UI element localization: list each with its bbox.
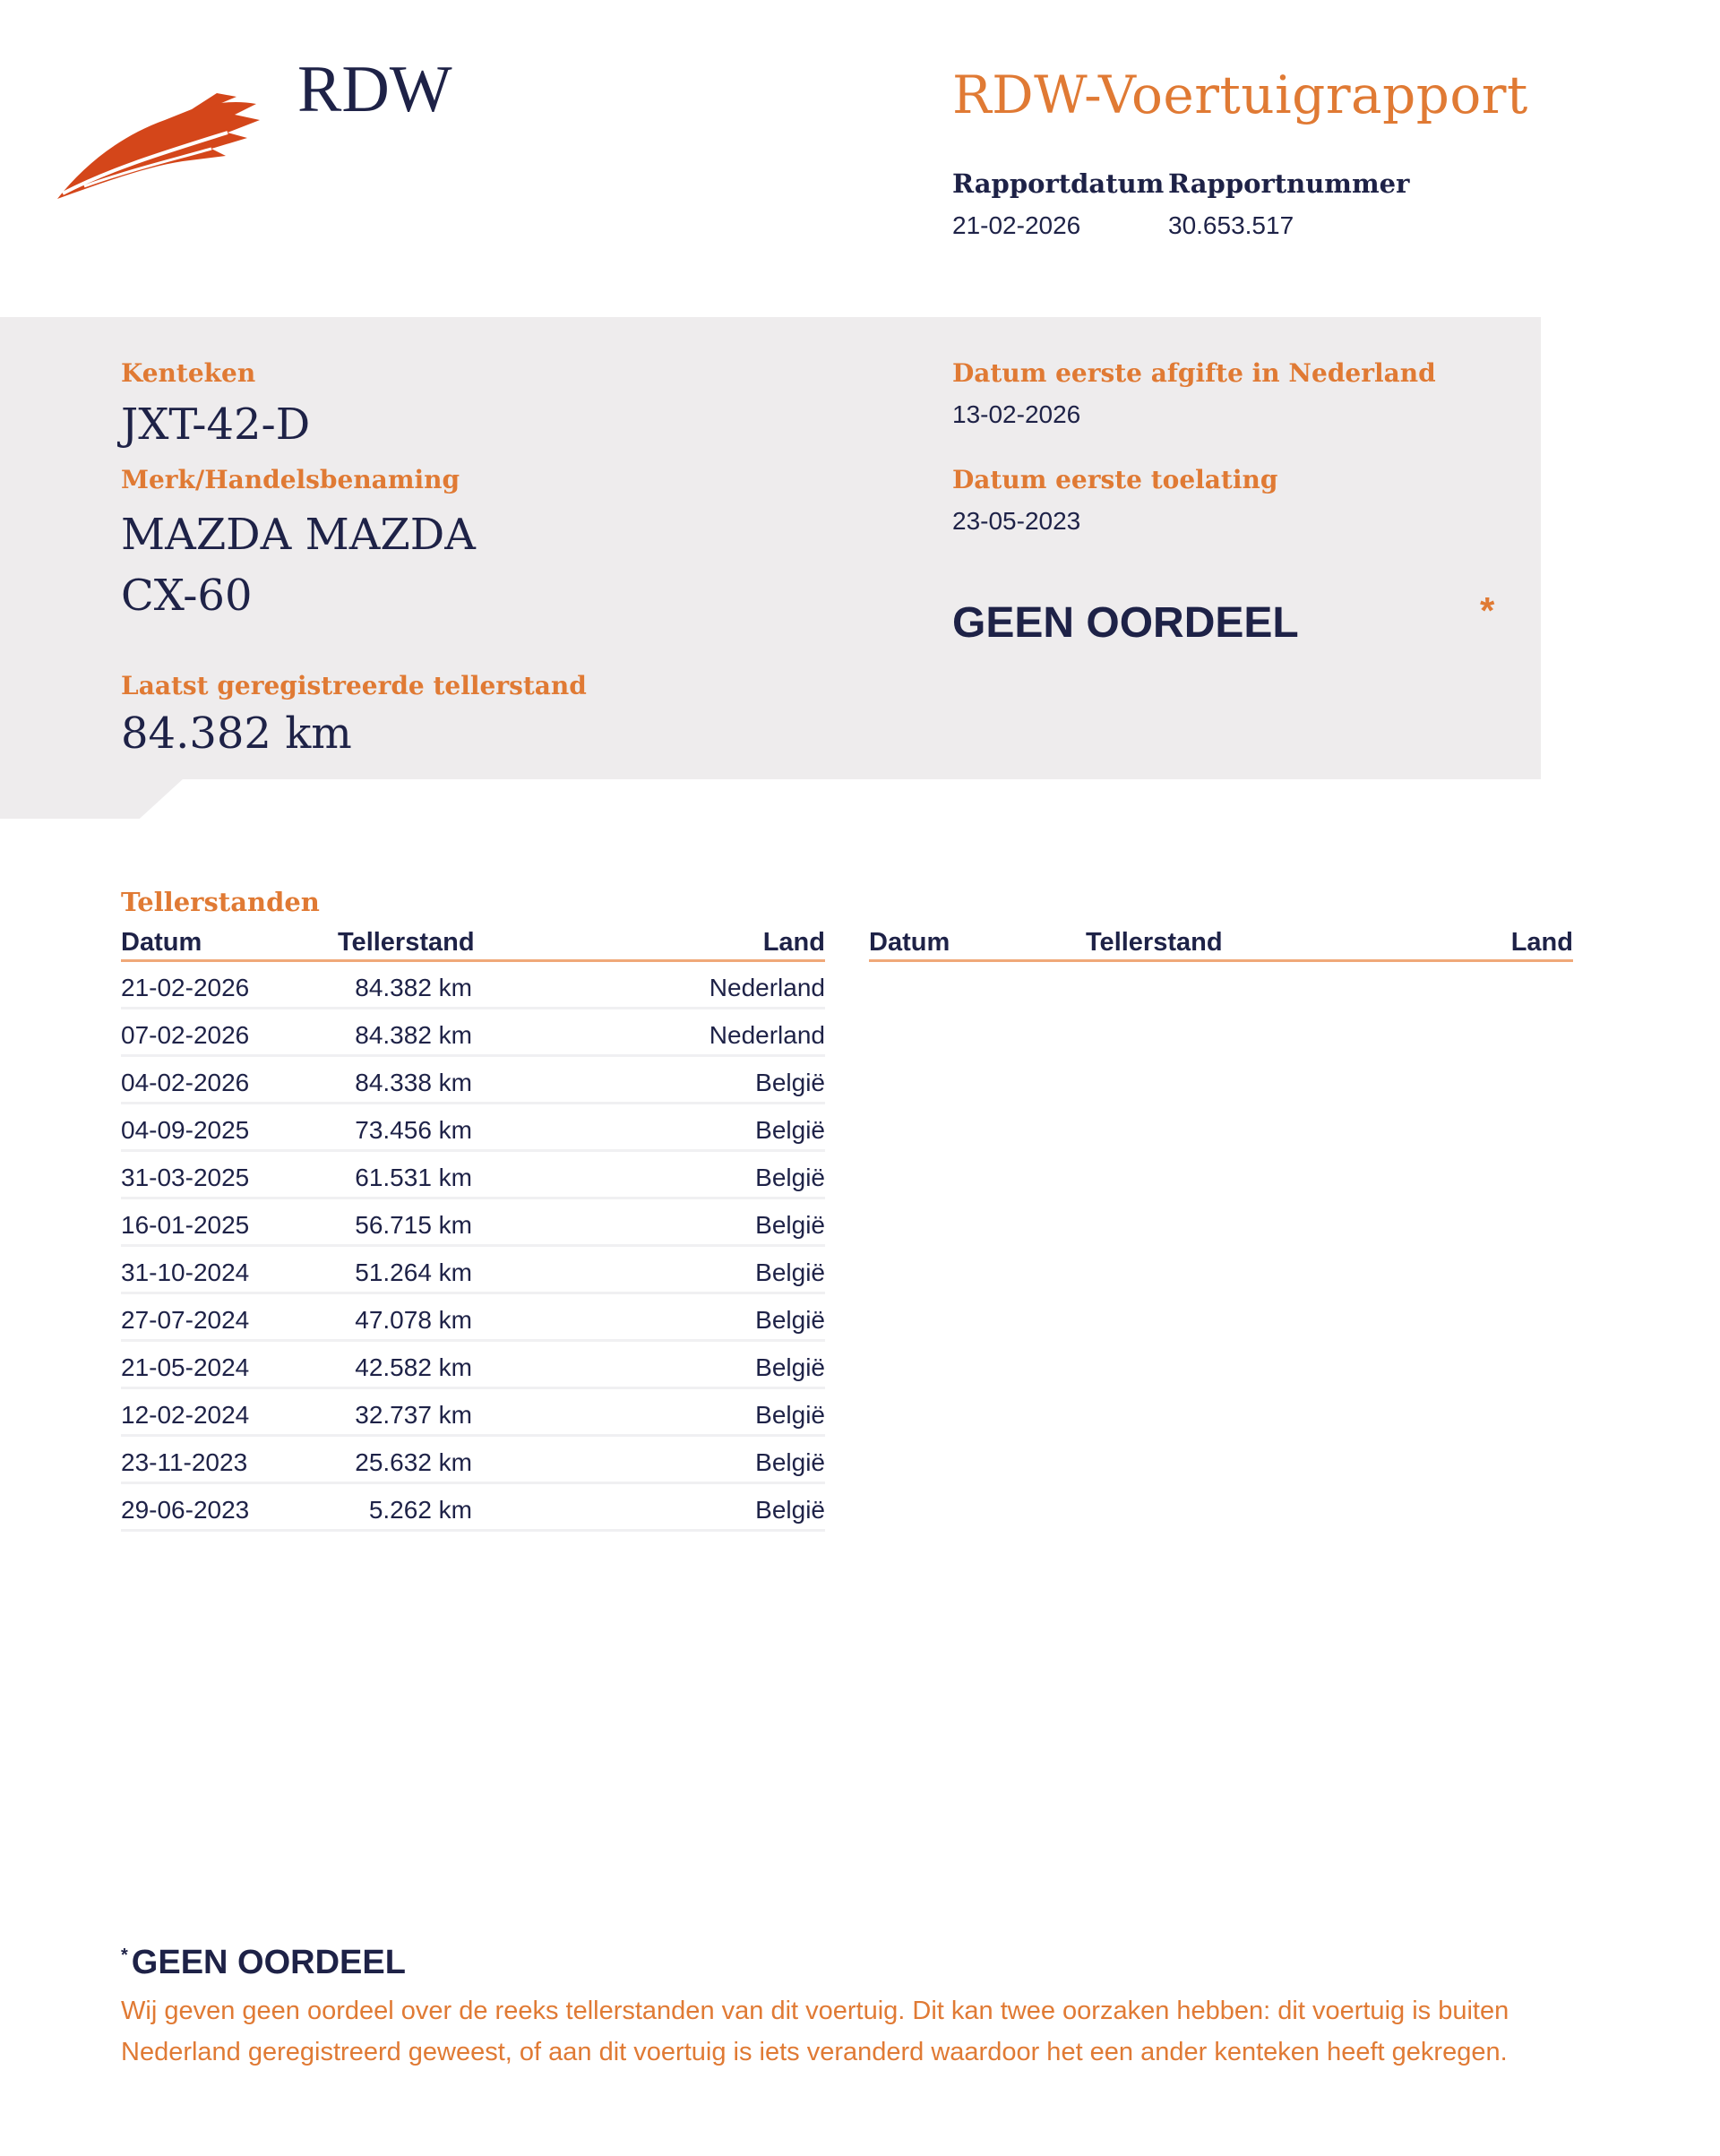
- cell-reading: 5.262 km: [368, 1496, 472, 1524]
- col-header-country: Land: [1510, 928, 1573, 957]
- report-date-value: 21-02-2026: [952, 211, 1081, 239]
- footnote-marker: *: [121, 1946, 128, 1965]
- footnote-title: [121, 1944, 406, 1982]
- first-nl-value: 13-02-2026: [952, 400, 1081, 428]
- make-label: Merk/Handelsbenaming: [121, 465, 460, 494]
- cell-reading: 51.264 km: [355, 1258, 472, 1286]
- odometer-label: Laatst geregistreerde tellerstand: [121, 671, 587, 700]
- cell-date: 31-10-2024: [121, 1258, 250, 1286]
- table-row: [121, 1009, 825, 1057]
- cell-date: 21-05-2024: [121, 1353, 250, 1381]
- cell-reading: 61.531 km: [355, 1164, 472, 1191]
- cell-reading: 84.382 km: [355, 974, 472, 1001]
- cell-country: Nederland: [709, 1021, 825, 1049]
- cell-country: Nederland: [709, 974, 825, 1001]
- table-row: [121, 1437, 825, 1484]
- cell-country: België: [755, 1306, 825, 1334]
- cell-country: België: [755, 1164, 825, 1191]
- rdw-logo-icon: [57, 93, 272, 204]
- verdict-text: GEEN OORDEEL: [952, 599, 1299, 647]
- footnote-title-text: GEEN OORDEEL: [131, 1944, 406, 1981]
- cell-date: 07-02-2026: [121, 1021, 250, 1049]
- cell-date: 16-01-2025: [121, 1211, 250, 1239]
- verdict-asterisk: *: [1480, 589, 1495, 631]
- cell-date: 31-03-2025: [121, 1164, 250, 1191]
- table-row: [121, 1294, 825, 1342]
- col-header-reading: Tellerstand: [1086, 928, 1223, 957]
- cell-date: 27-07-2024: [121, 1306, 250, 1334]
- table-row: [121, 1342, 825, 1389]
- col-header-date: Datum: [869, 928, 950, 957]
- cell-country: België: [755, 1401, 825, 1429]
- footnote-text: Wij geven geen oordeel over de reeks tellerstanden van dit voertuig. Dit kan twee oorzaken hebben: dit voertuig is buiten Nederland geregistreerd geweest, of aan dit voertuig is iets veranderd waardoor het een ander kenteken heeft gekregen.: [121, 1997, 1509, 2066]
- cell-date: 21-02-2026: [121, 974, 250, 1001]
- cell-date: 04-09-2025: [121, 1116, 250, 1144]
- panel-tab-decoration: [0, 778, 184, 819]
- cell-reading: 56.715 km: [355, 1211, 472, 1239]
- make-value: MAZDA MAZDA CX-60: [121, 510, 476, 621]
- col-header-reading: Tellerstand: [338, 928, 475, 957]
- odometer-table-left: [121, 928, 825, 1532]
- table-row: [121, 1152, 825, 1199]
- first-admission-label: Datum eerste toelating: [952, 465, 1278, 494]
- first-nl-label: Datum eerste afgifte in Nederland: [952, 358, 1436, 388]
- cell-reading: 47.078 km: [355, 1306, 472, 1334]
- cell-reading: 42.582 km: [355, 1353, 472, 1381]
- first-admission-value: 23-05-2023: [952, 507, 1081, 535]
- cell-date: 04-02-2026: [121, 1069, 250, 1096]
- report-number: [1168, 168, 1409, 240]
- cell-reading: 73.456 km: [355, 1116, 472, 1144]
- cell-country: België: [755, 1353, 825, 1381]
- odometer-table-right: [869, 928, 1573, 962]
- table-row: [121, 1104, 825, 1152]
- odometer-value: 84.382 km: [121, 709, 352, 759]
- cell-reading: 84.338 km: [355, 1069, 472, 1096]
- cell-reading: 25.632 km: [355, 1448, 472, 1476]
- col-header-date: Datum: [121, 928, 202, 957]
- odometer-section-title: Tellerstanden: [121, 887, 320, 917]
- table-header: [121, 928, 825, 962]
- col-header-country: Land: [762, 928, 825, 957]
- report-number-label: Rapportnummer: [1168, 168, 1410, 199]
- cell-country: België: [755, 1069, 825, 1096]
- cell-date: 23-11-2023: [121, 1448, 248, 1476]
- cell-country: België: [755, 1211, 825, 1239]
- cell-date: 29-06-2023: [121, 1496, 250, 1524]
- cell-country: België: [755, 1448, 825, 1476]
- table-row: [121, 1247, 825, 1294]
- plate-label: Kenteken: [121, 358, 256, 388]
- table-row: [121, 1057, 825, 1104]
- brand-name: RDW: [297, 53, 452, 126]
- table-row: [121, 1484, 825, 1532]
- report-title: RDW-Voertuigrapport: [952, 64, 1528, 125]
- table-body: [121, 962, 825, 1532]
- table-row: [121, 1199, 825, 1247]
- report-date-label: Rapportdatum: [952, 168, 1165, 199]
- cell-country: België: [755, 1496, 825, 1524]
- table-row: [121, 1389, 825, 1437]
- cell-country: België: [755, 1258, 825, 1286]
- report-date: [952, 168, 1164, 240]
- cell-reading: 32.737 km: [355, 1401, 472, 1429]
- cell-country: België: [755, 1116, 825, 1144]
- table-row: [121, 962, 825, 1009]
- report-number-value: 30.653.517: [1168, 211, 1294, 239]
- cell-reading: 84.382 km: [355, 1021, 472, 1049]
- table-header: [869, 928, 1573, 962]
- plate-value: JXT-42-D: [121, 399, 311, 450]
- cell-date: 12-02-2024: [121, 1401, 250, 1429]
